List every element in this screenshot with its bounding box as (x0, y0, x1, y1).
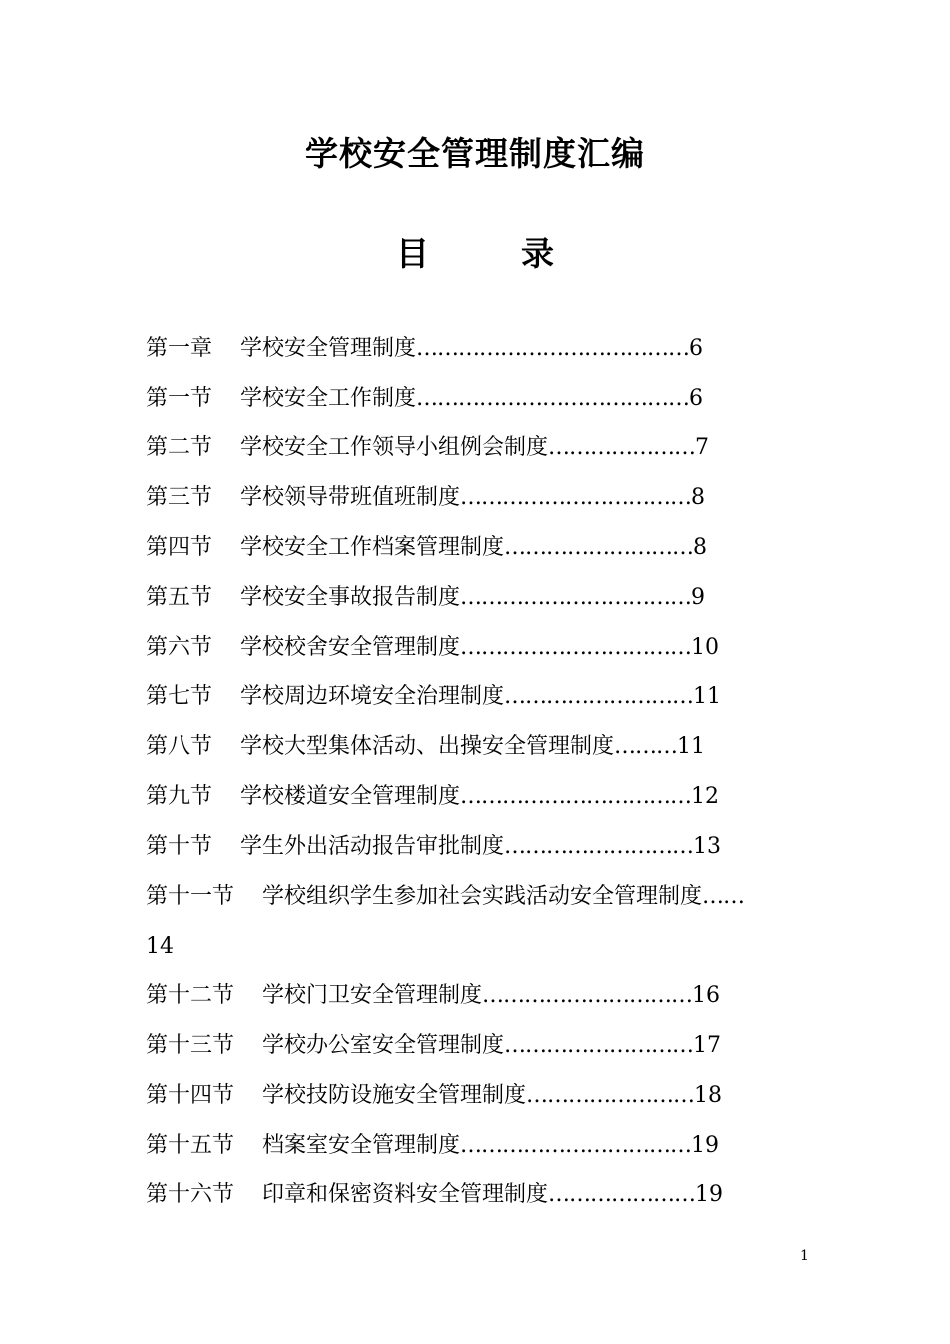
toc-section: 第六节 (146, 634, 213, 660)
toc-section: 第五节 (146, 584, 213, 610)
toc-leader: ……………………… (504, 833, 694, 859)
toc-leader: …………………………… (460, 1132, 692, 1158)
toc-section: 第四节 (146, 535, 213, 561)
toc-page: 12 (691, 784, 720, 810)
toc-section: 第二节 (146, 435, 213, 461)
toc-entry[interactable] (146, 623, 806, 673)
toc-page: 19 (695, 1182, 724, 1208)
toc-leader: ………………… (548, 1182, 696, 1208)
toc-section: 第十一节 (146, 883, 235, 909)
toc-page: 14 (146, 933, 174, 959)
toc-title: 学生外出活动报告审批制度 (240, 833, 505, 859)
toc-leader: ………………………… (482, 983, 693, 1009)
toc-leader: ………………… (548, 435, 696, 461)
toc-title: 学校组织学生参加社会实践活动安全管理制度 (262, 883, 703, 909)
toc-entry[interactable] (146, 573, 806, 623)
toc-heading-left: 目 (396, 234, 429, 273)
toc-page: 8 (693, 535, 708, 561)
toc-entry[interactable] (146, 424, 806, 474)
toc-page: 6 (689, 385, 704, 411)
toc-title: 学校周边环境安全治理制度 (240, 684, 505, 710)
toc-entry[interactable] (146, 772, 806, 822)
toc-page: 11 (677, 734, 706, 760)
toc-leader: …………………………… (460, 485, 692, 511)
toc-entry[interactable] (146, 1121, 806, 1171)
toc-section: 第十二节 (146, 983, 235, 1009)
toc-section: 第十节 (146, 833, 213, 859)
toc-title: 学校安全工作制度 (240, 385, 417, 411)
toc-leader: ………………………………… (416, 335, 690, 361)
toc-leader: …………………… (526, 1082, 695, 1108)
toc-page: 16 (692, 983, 721, 1009)
toc-leader: ……………………… (504, 535, 694, 561)
toc-page: 6 (689, 335, 704, 361)
toc-title: 学校领导带班值班制度 (240, 485, 461, 511)
toc-page: 9 (691, 584, 706, 610)
toc-page: 7 (695, 435, 710, 461)
toc-page: 11 (693, 684, 722, 710)
table-of-contents (146, 324, 806, 1220)
toc-entry[interactable] (146, 473, 806, 523)
toc-leader: ……… (614, 734, 678, 760)
toc-title: 学校技防设施安全管理制度 (262, 1082, 527, 1108)
toc-leader: …………………………… (460, 634, 692, 660)
toc-title: 学校安全工作档案管理制度 (240, 535, 505, 561)
toc-leader: ……………………… (504, 1033, 694, 1059)
toc-page: 17 (693, 1033, 722, 1059)
toc-entry[interactable] (146, 1071, 806, 1121)
toc-section: 第十四节 (146, 1082, 235, 1108)
toc-entry[interactable] (146, 722, 806, 772)
toc-title: 学校大型集体活动、出操安全管理制度 (240, 734, 615, 760)
toc-entry[interactable] (146, 1021, 806, 1071)
toc-entry[interactable] (146, 1171, 806, 1221)
toc-page: 18 (694, 1082, 723, 1108)
toc-entry[interactable] (146, 971, 806, 1021)
toc-entry[interactable] (146, 324, 806, 374)
toc-section: 第一章 (146, 335, 213, 361)
toc-heading (0, 228, 950, 275)
toc-leader: …… (702, 883, 745, 909)
toc-entry[interactable] (146, 822, 806, 872)
toc-page: 10 (691, 634, 720, 660)
toc-leader: ……………………… (504, 684, 694, 710)
toc-leader: ………………………………… (416, 385, 690, 411)
toc-section: 第十三节 (146, 1033, 235, 1059)
toc-title: 印章和保密资料安全管理制度 (262, 1182, 549, 1208)
toc-entry[interactable] (146, 374, 806, 424)
toc-title: 学校安全工作领导小组例会制度 (240, 435, 549, 461)
toc-title: 学校办公室安全管理制度 (262, 1033, 505, 1059)
toc-page: 19 (691, 1132, 720, 1158)
toc-section: 第七节 (146, 684, 213, 710)
toc-section: 第十五节 (146, 1132, 235, 1158)
toc-section: 第十六节 (146, 1182, 235, 1208)
toc-heading-right: 录 (521, 234, 554, 273)
toc-section: 第八节 (146, 734, 213, 760)
toc-page: 8 (691, 485, 706, 511)
page-number: 1 (800, 1248, 809, 1264)
toc-leader: …………………………… (460, 784, 692, 810)
toc-entry[interactable] (146, 523, 806, 573)
toc-title: 档案室安全管理制度 (262, 1132, 461, 1158)
toc-title: 学校校舍安全管理制度 (240, 634, 461, 660)
toc-title: 学校楼道安全管理制度 (240, 784, 461, 810)
toc-title: 学校安全事故报告制度 (240, 584, 461, 610)
toc-leader: …………………………… (460, 584, 692, 610)
toc-title: 学校安全管理制度 (240, 335, 417, 361)
toc-page-wrapped (146, 922, 806, 972)
toc-entry[interactable] (146, 872, 806, 922)
toc-entry[interactable] (146, 673, 806, 723)
toc-page: 13 (693, 833, 722, 859)
document-title: 学校安全管理制度汇编 (305, 134, 645, 173)
toc-title: 学校门卫安全管理制度 (262, 983, 483, 1009)
toc-section: 第九节 (146, 784, 213, 810)
toc-section: 第一节 (146, 385, 213, 411)
toc-section: 第三节 (146, 485, 213, 511)
